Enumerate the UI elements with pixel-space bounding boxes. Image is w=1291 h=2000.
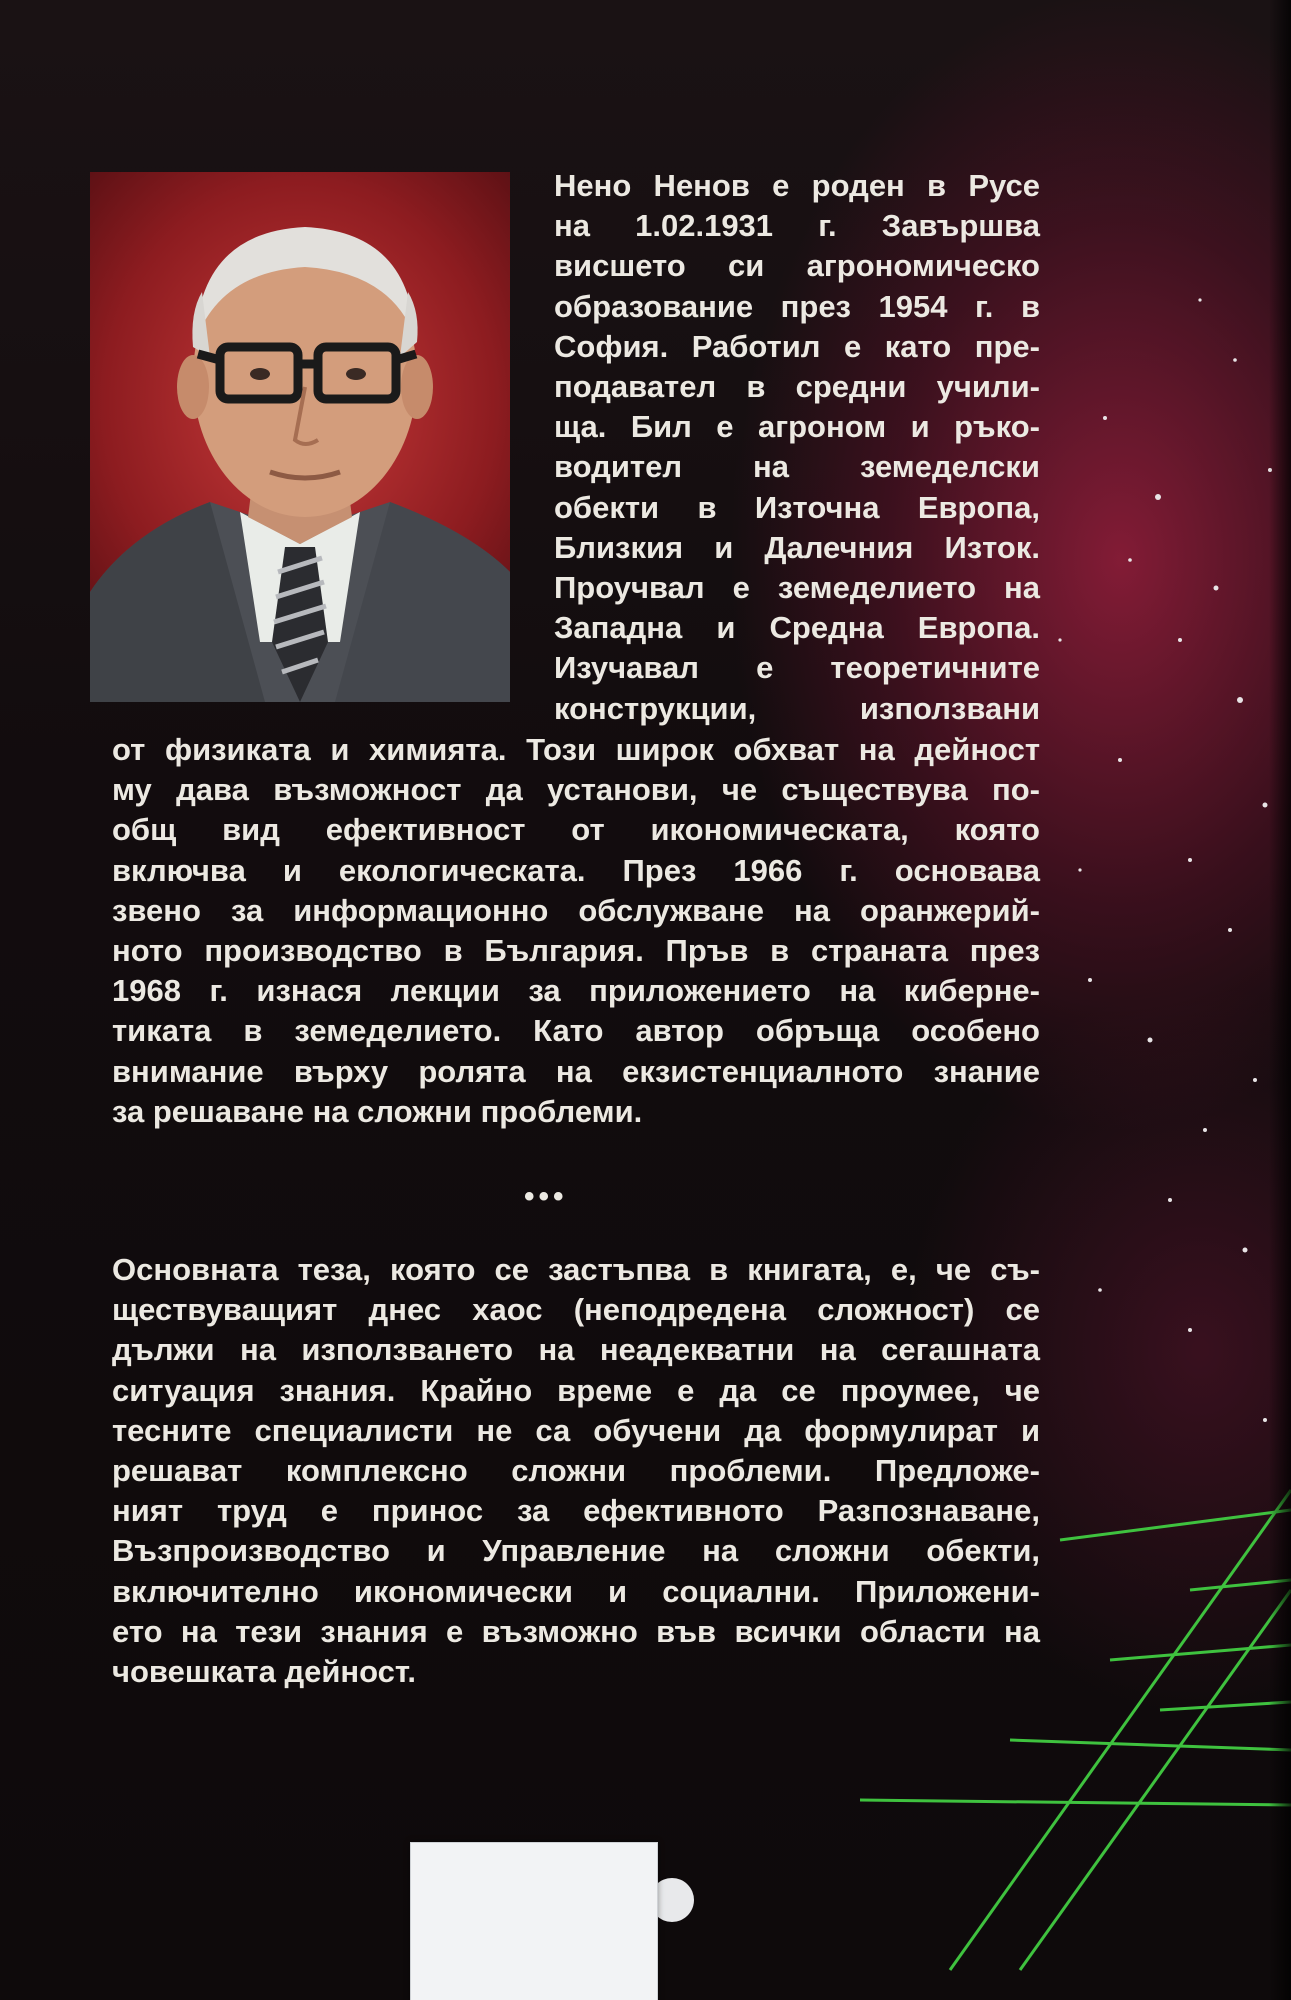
bio-line: Близкия и Далечния Изток. [554,529,1040,565]
bio-line: 1968 г. изнася лекции за приложението на киберне- [112,973,1040,1009]
bio-line: Нено Ненов е роден в Русе [554,168,1040,203]
price-sticker [410,1842,658,2000]
bio-line: обекти в Източна Европа, [554,489,1040,525]
thesis-line: ситуация знания. Крайно време е да се проумее, че [112,1372,1040,1408]
bio-line: от физиката и химията. Този широк обхват на дейност [112,732,1040,767]
bio-line: ното производство в България. Пръв в страната през [112,933,1040,969]
thesis-line: дължи на използването на неадекватни на сегашната [112,1332,1040,1368]
bio-line: Изучавал е теоретичните [554,650,1040,686]
bio-line: водител на земеделски [554,449,1040,485]
bio-line: на 1.02.1931 г. Завършва [554,208,1040,244]
green-grid-graphic [860,1470,1291,2000]
bio-line: подавател в средни учили- [554,369,1040,405]
author-bio-top [554,166,1040,729]
bio-line: тиката в земеделието. Като автор обръща особено [112,1013,1040,1049]
bio-line: внимание върху ролята на екзистенциалното знание [112,1053,1040,1089]
thesis-line: Основната теза, която се застъпва в книгата, е, че съ- [112,1252,1040,1287]
thesis-line: ществуващият днес хаос (неподредена сложност) се [112,1292,1040,1328]
bio-line: конструкции, използвани [554,690,1040,726]
bio-line: образование през 1954 г. в [554,288,1040,324]
bio-line: му дава възможност да установи, че съществува по- [112,772,1040,808]
thesis-line: човешката дейност. [112,1654,416,1690]
thesis-line: Възпроизводство и Управление на сложни обекти, [112,1533,1040,1569]
author-bio-bottom [112,730,1040,1132]
thesis-line: включително икономически и социални. Приложени- [112,1573,1040,1609]
thesis-line: ето на тези знания е възможно във всички области на [112,1613,1040,1649]
thesis-line: ният труд е принос за ефективното Разпознаване, [112,1493,1040,1529]
author-portrait [90,172,510,702]
bio-line: за решаване на сложни проблеми. [112,1093,643,1129]
bio-line: включва и екологическата. През 1966 г. основава [112,852,1040,888]
cover-edge-shadow [1269,0,1291,2000]
bio-line: звено за информационно обслужване на оранжерий- [112,892,1040,928]
section-separator: ••• [524,1180,568,1213]
bio-line: ща. Бил е агроном и ръко- [554,409,1040,445]
bio-line: общ вид ефективност от икономическата, която [112,812,1040,848]
bio-line: Западна и Средна Европа. [554,610,1040,646]
bio-line: висшето си агрономическо [554,248,1040,284]
thesis-line: решават комплексно сложни проблеми. Предложе- [112,1453,1040,1489]
thesis-line: тесните специалисти не са обучени да формулират и [112,1412,1040,1448]
bio-line: Проучвал е земеделието на [554,570,1040,606]
bio-line: София. Работил е като пре- [554,328,1040,364]
